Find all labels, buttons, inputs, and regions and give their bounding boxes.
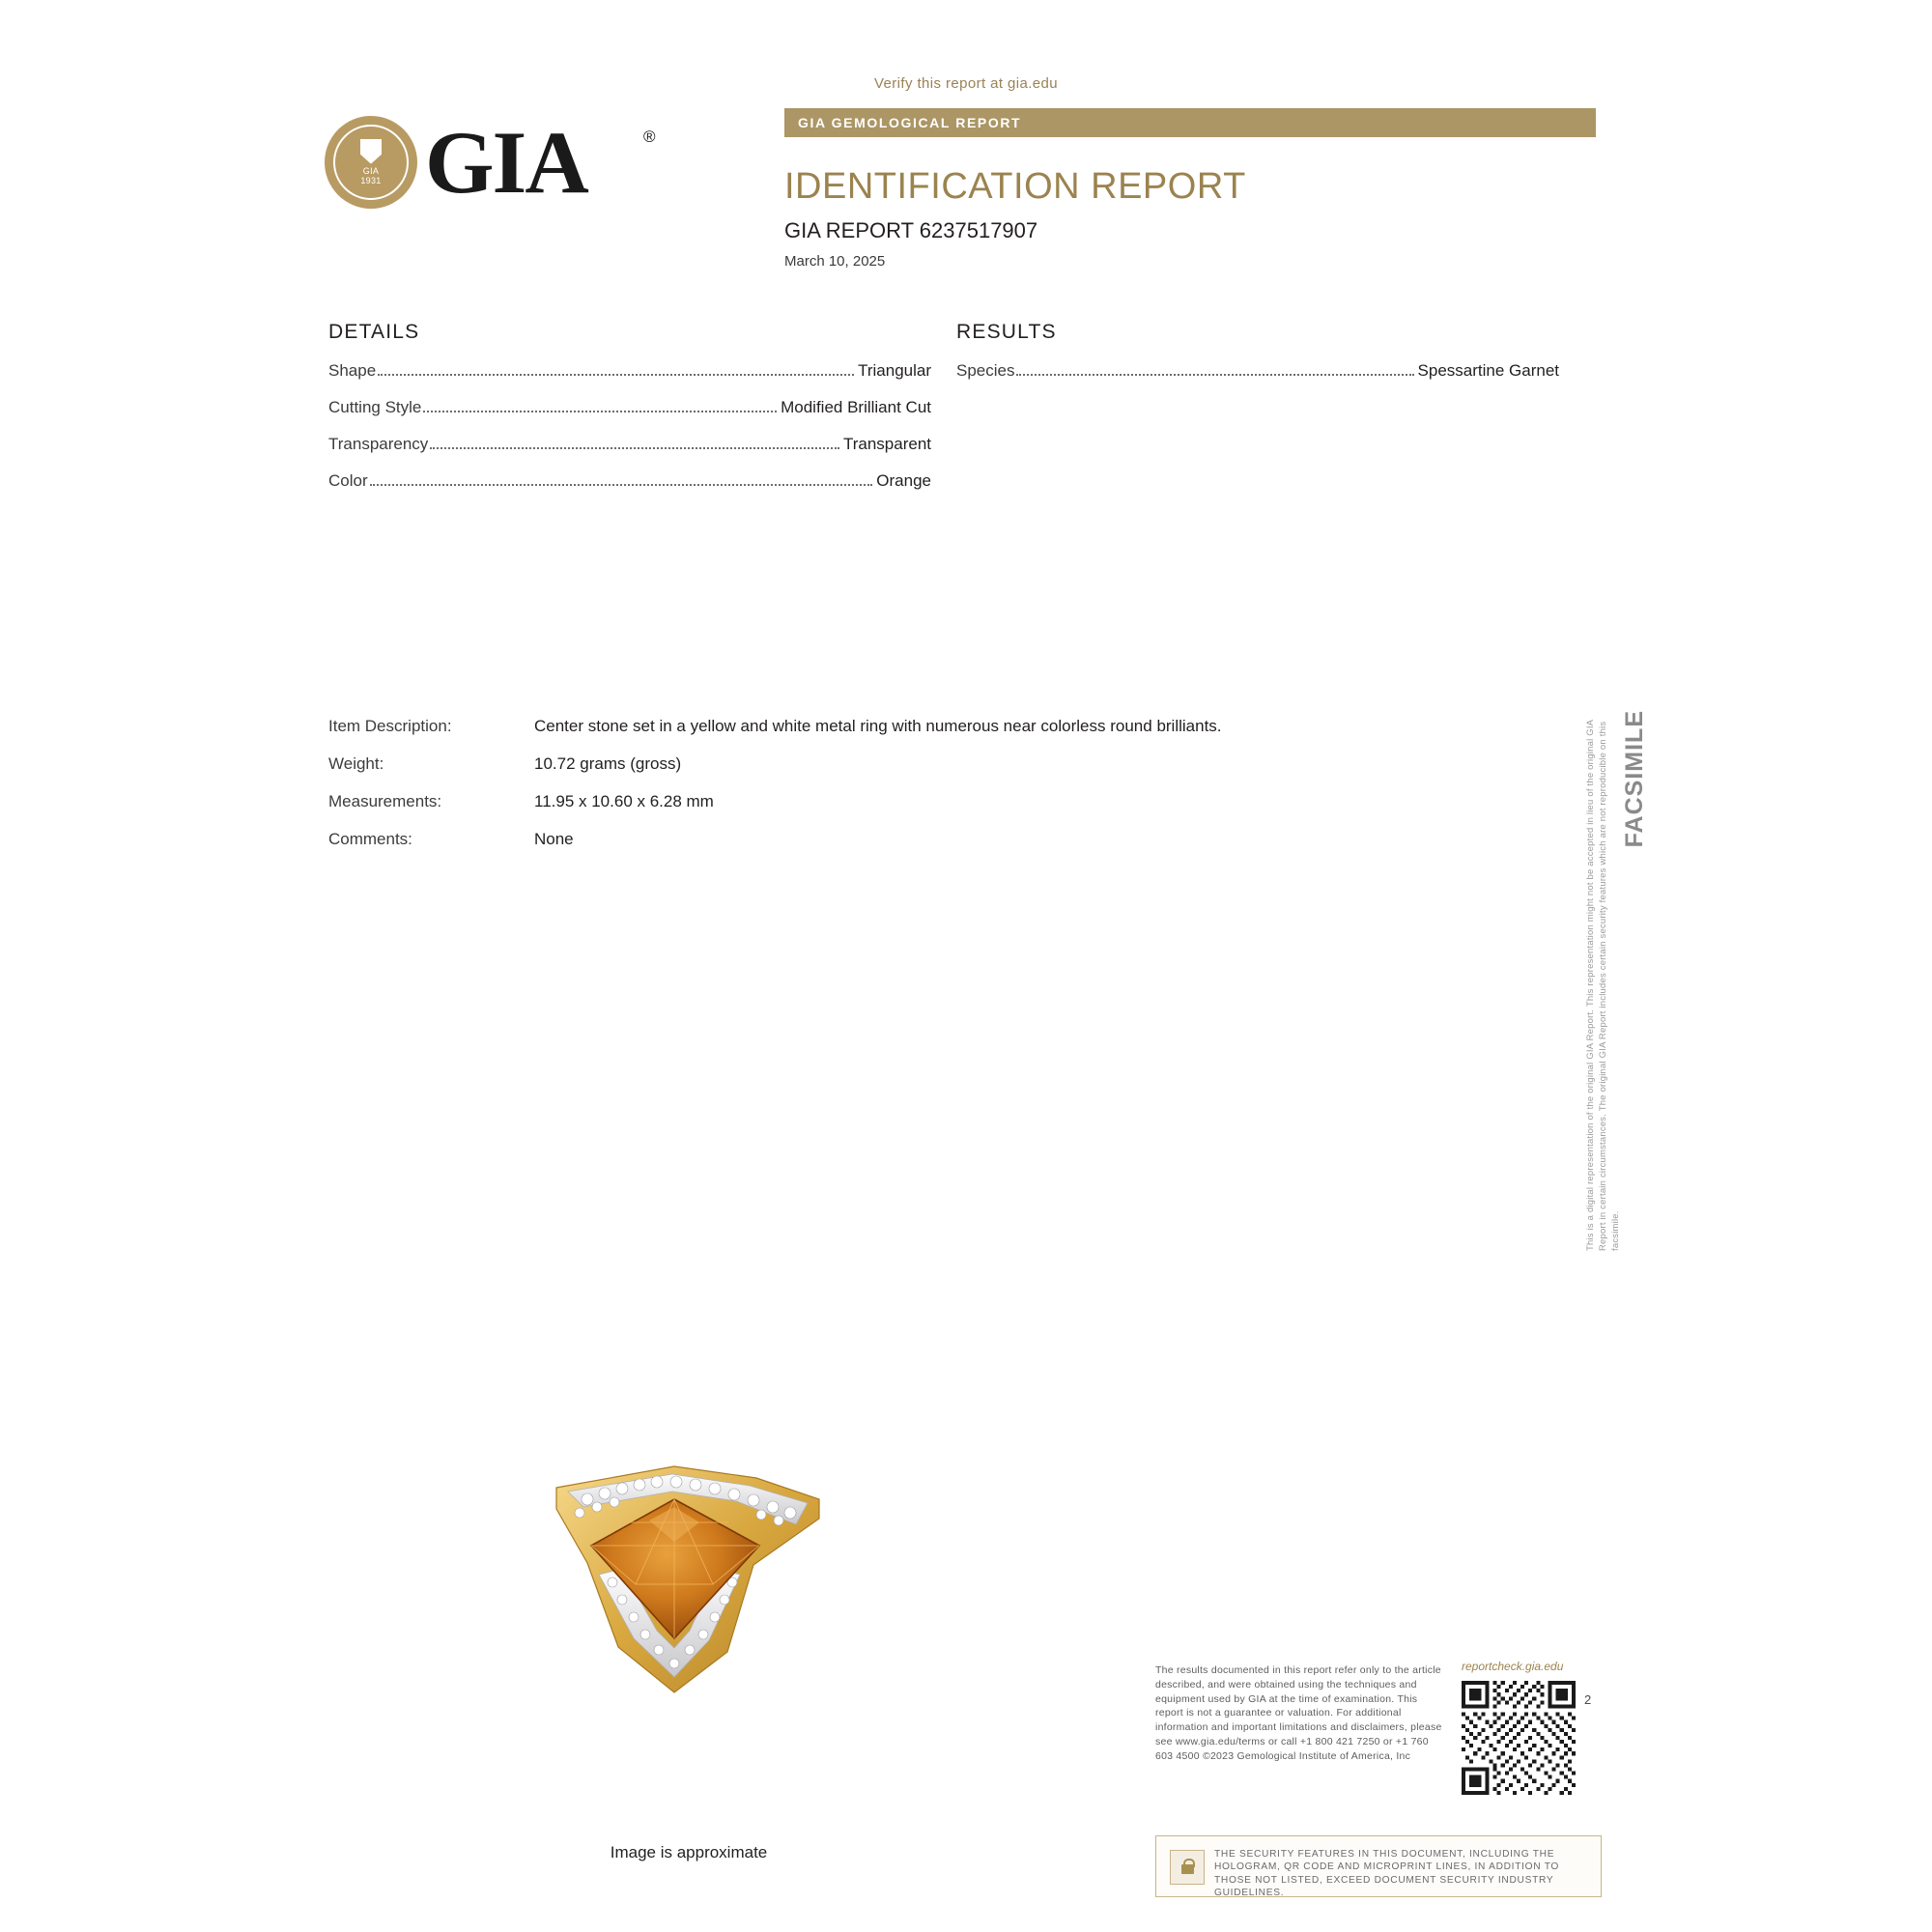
results-heading: RESULTS xyxy=(956,321,1057,343)
detail-value-color: Orange xyxy=(876,471,931,490)
reportcheck-link[interactable]: reportcheck.gia.edu xyxy=(1462,1660,1564,1673)
detail-label-transparency: Transparency xyxy=(328,435,429,453)
page-title: IDENTIFICATION REPORT xyxy=(784,166,1246,207)
report-number: GIA REPORT 6237517907 xyxy=(784,218,1038,242)
item-description-value: Center stone set in a yellow and white metal ring with numerous near colorless round brilliants. xyxy=(534,717,1222,735)
gia-wordmark: GIA xyxy=(425,113,587,212)
comments-label: Comments: xyxy=(328,830,412,848)
item-description-label: Item Description: xyxy=(328,717,452,735)
weight-label: Weight: xyxy=(328,754,384,773)
dot-leader xyxy=(423,411,777,412)
shield-icon xyxy=(360,139,382,164)
detail-value-shape: Triangular xyxy=(858,361,931,380)
security-notice: THE SECURITY FEATURES IN THIS DOCUMENT, INCLUDING THE HOLOGRAM, QR CODE AND MICROPRINT LINES, IN ADDITION TO THOSE NOT LISTED, EXCEED DOCUMENT SECURITY INDUSTRY GUIDELINES. xyxy=(1214,1849,1560,1899)
dot-leader xyxy=(1016,374,1413,376)
dot-leader xyxy=(378,374,854,376)
weight-value: 10.72 grams (gross) xyxy=(534,754,682,773)
detail-label-cutting-style: Cutting Style xyxy=(328,398,422,416)
result-row-species xyxy=(956,361,1559,386)
report-type-label: GIA GEMOLOGICAL REPORT xyxy=(798,115,1022,130)
detail-value-cutting-style: Modified Brilliant Cut xyxy=(781,398,931,416)
detail-label-color: Color xyxy=(328,471,368,490)
details-heading: DETAILS xyxy=(328,321,420,343)
security-features-box xyxy=(1155,1835,1602,1897)
result-label-species: Species xyxy=(956,361,1015,380)
detail-value-transparency: Transparent xyxy=(842,435,931,453)
lock-glyph xyxy=(1181,1864,1194,1874)
facsimile-disclaimer: This is a digital representation of the original GIA Report. This representation might not be accepted in lieu of the original GIA Report in certain circumstances. The original GIA Report includes certain security features which are not reproducible on this facsimile. xyxy=(1585,720,1621,1251)
facsimile-sidebar xyxy=(1584,710,1652,1251)
measurements-label: Measurements: xyxy=(328,792,442,810)
registered-trademark-icon: ® xyxy=(643,128,656,146)
result-value-species: Spessartine Garnet xyxy=(1417,361,1559,380)
gia-seal-inner xyxy=(333,125,409,200)
qr-code-number: 2 xyxy=(1584,1692,1592,1707)
detail-row-cutting-style xyxy=(328,398,931,423)
measurements-value: 11.95 x 10.60 x 6.28 mm xyxy=(534,792,714,810)
facsimile-title: FACSIMILE xyxy=(1621,710,1648,848)
gem-photo xyxy=(529,1449,848,1700)
image-caption: Image is approximate xyxy=(610,1843,768,1861)
dot-leader xyxy=(430,447,839,449)
qr-code[interactable] xyxy=(1462,1681,1576,1795)
detail-row-transparency xyxy=(328,435,931,460)
dot-leader xyxy=(370,484,873,486)
gia-seal-icon xyxy=(325,116,417,209)
report-date: March 10, 2025 xyxy=(784,253,886,270)
lock-icon xyxy=(1170,1850,1205,1885)
detail-label-shape: Shape xyxy=(328,361,377,380)
qr-code-image xyxy=(1462,1681,1576,1795)
footer-disclaimer: The results documented in this report refer only to the article described, and were obtained using the techniques and equipment used by GIA at the time of examination. This report is not a guarantee or valuation. For additional information and important limitations and disclaimers, please see www.gia.edu/terms or call +1 800 421 7250 or +1 760 603 4500 ©2023 Gemological Institute of America, Inc xyxy=(1155,1664,1442,1762)
verify-report-line: Verify this report at gia.edu xyxy=(873,75,1059,92)
gia-logo xyxy=(325,114,682,211)
detail-row-shape xyxy=(328,361,931,386)
comments-value: None xyxy=(534,830,574,848)
report-type-bar xyxy=(784,108,1596,137)
gia-seal-initials: GIA xyxy=(362,165,380,176)
gia-seal-year: 1931 xyxy=(360,176,382,185)
detail-row-color xyxy=(328,471,931,497)
ring-illustration xyxy=(529,1449,848,1700)
